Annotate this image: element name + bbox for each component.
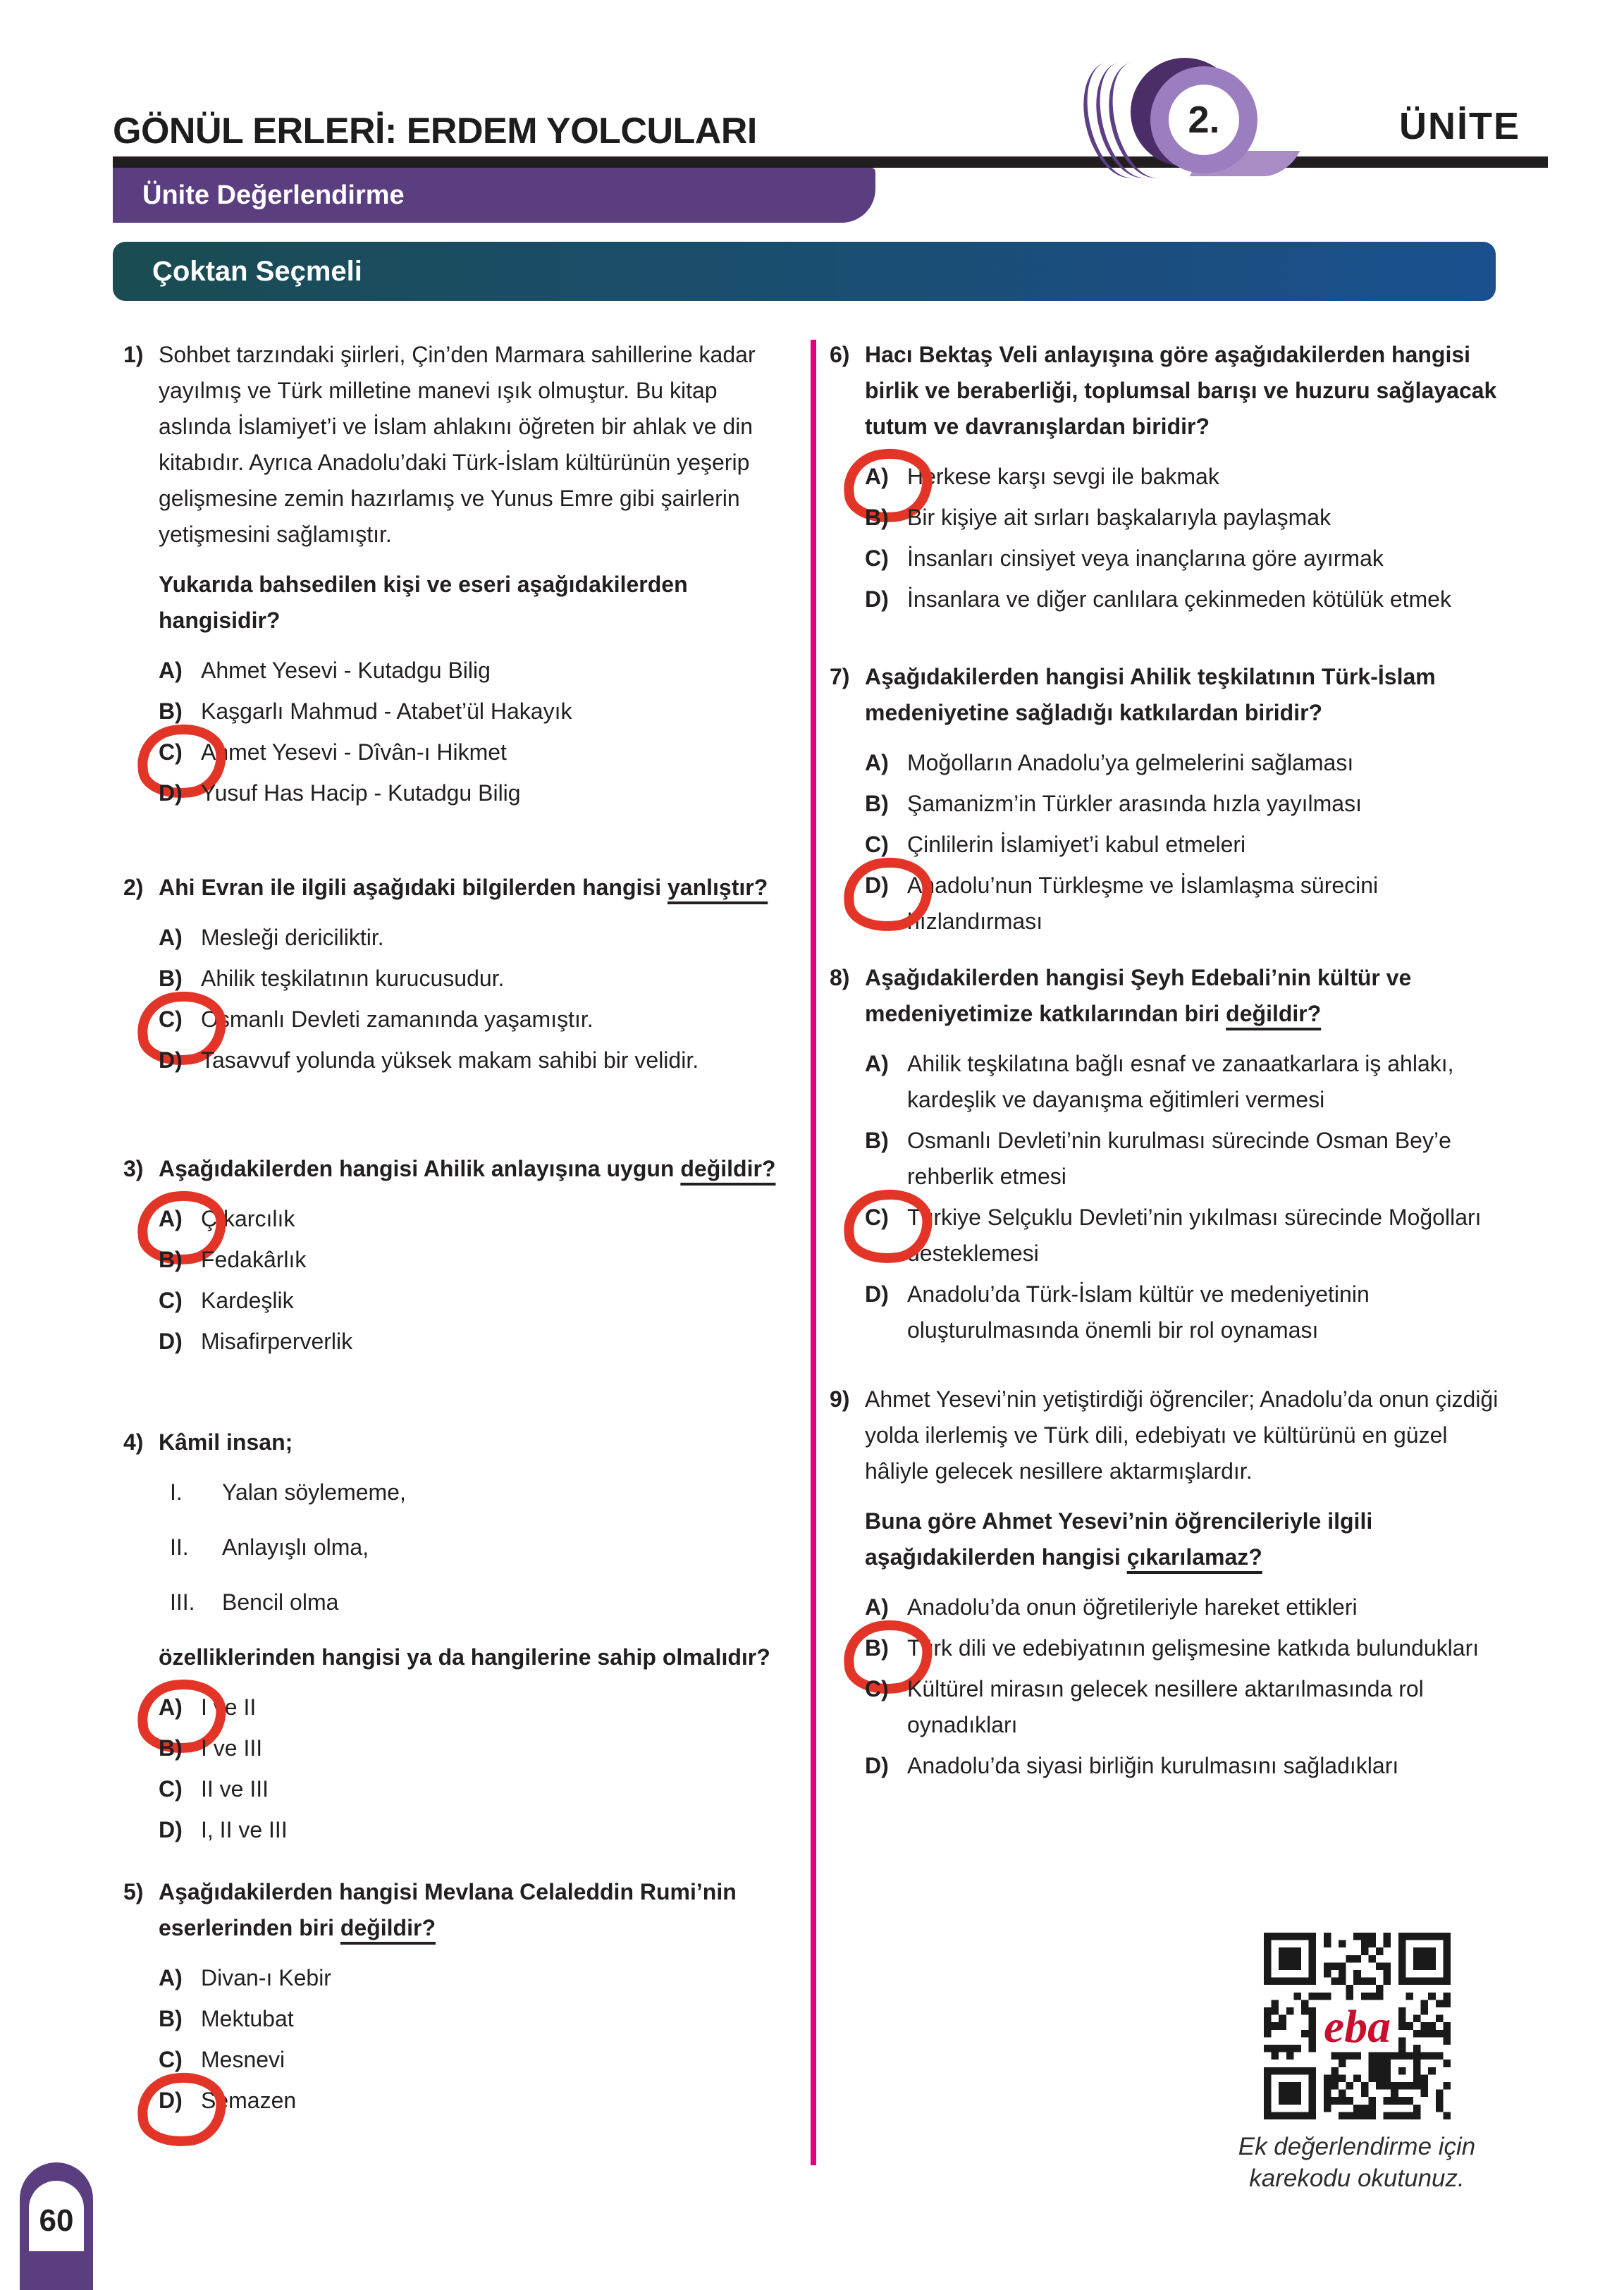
answer-option [865,1046,1499,1118]
answer-option [159,775,793,811]
option-text: I ve III [201,1735,263,1761]
list-item-text: Yalan söylememe, [222,1479,406,1505]
question-body [159,1424,793,1853]
question-stem-bold [865,337,1499,445]
text-segment: Kâmil insan; [159,1429,293,1455]
answer-option [159,1042,793,1078]
answer-options [159,653,793,811]
text-segment: Hacı Bektaş Veli anlayışına göre aşağıdakilerden hangisi birlik ve beraberliği, toplumsal barışı ve huzuru sağlayacak tutum ve davranışlardan biridir? [865,342,1497,439]
answer-option [865,786,1499,822]
list-item [170,1475,793,1510]
option-label: A) [159,1965,183,1990]
option-label: B) [865,791,889,816]
option-text: Divan-ı Kebir [201,1965,331,1990]
text-segment: Ahi Evran ile ilgili aşağıdaki bilgilerden hangisi [159,875,668,900]
option-label: B) [159,1735,183,1761]
option-label: C) [159,1007,183,1032]
question-block [123,1151,794,1365]
option-text: Tasavvuf yolunda yüksek makam sahibi bir velidir. [201,1047,699,1073]
answer-option [159,2083,793,2119]
text-segment: Buna göre Ahmet Yesevi’nin öğrencileriyle ilgili aşağıdakilerden hangisi [865,1508,1373,1570]
option-label: B) [159,1247,183,1272]
list-item-numeral: II. [170,1534,189,1560]
section-banner-purple-label: Ünite Değerlendirme [142,180,405,210]
underlined-word: değildir? [680,1156,776,1181]
header-rule-left [113,156,1238,168]
option-label: A) [865,750,889,775]
page-title: GÖNÜL ERLERİ: ERDEM YOLCULARI [113,111,757,152]
underlined-word: yanlıştır? [667,875,768,900]
option-label: C) [865,832,889,857]
roman-numeral-list [170,1475,793,1620]
option-text: Ahmet Yesevi - Kutadgu Bilig [201,658,491,683]
underlined-word: değildir? [340,1915,436,1940]
option-text: Anadolu’da siyasi birliğin kurulmasını sağladıkları [907,1753,1399,1778]
question-stem-bold [865,1503,1499,1575]
left-column [123,337,794,2124]
answer-option [865,1123,1499,1195]
answer-option [865,827,1499,863]
option-label: A) [159,658,183,683]
eba-logo: eba [1323,2000,1391,2052]
page-number-badge-inner [29,2181,84,2251]
answer-option [159,2001,793,2037]
option-label: C) [159,1776,183,1802]
answer-option [159,1960,793,1996]
answer-options [865,459,1499,617]
option-label: A) [159,925,183,950]
question-stem-bold [159,1151,793,1187]
option-text: İnsanlara ve diğer canlılara çekinmeden kötülük etmek [907,586,1451,612]
section-banner-blue [113,242,1496,301]
answer-options [159,1201,793,1360]
option-text: Anadolu’da Türk-İslam kültür ve medeniyetinin oluşturulmasında önemli bir rol oynaması [907,1281,1370,1343]
question-block [123,337,794,816]
answer-options [865,1046,1499,1348]
option-label: A) [159,1694,183,1720]
page-number-badge [20,2162,93,2290]
question-stem-bold [159,1424,793,1460]
question-number: 4) [123,1429,144,1455]
answer-option [865,1200,1499,1272]
option-label: D) [865,586,889,612]
list-item [170,1529,793,1565]
text-segment: Yukarıda bahsedilen kişi ve eseri aşağıdakilerden hangisidir? [159,572,688,633]
option-label: C) [865,1676,889,1701]
question-number: 5) [123,1879,144,1904]
option-text: İnsanları cinsiyet veya inançlarına göre ayırmak [907,546,1384,571]
qr-caption-line1: Ek değerlendirme için [1238,2133,1476,2160]
answer-option [865,1748,1499,1784]
answer-options [865,745,1499,940]
option-label: B) [865,1635,889,1661]
question-body [159,1874,793,2124]
answer-option [159,1771,793,1807]
unit-label: ÜNİTE [1399,105,1520,147]
option-text: Osmanlı Devleti’nin kurulması sürecinde Osman Bey’e rehberlik etmesi [907,1128,1451,1189]
answer-option [159,2042,793,2078]
option-text: Ahmet Yesevi - Dîvân-ı Hikmet [201,739,507,765]
option-text: Anadolu’nun Türkleşme ve İslamlaşma sürecini hızlandırması [907,873,1379,934]
answer-option [865,868,1499,940]
answer-option [159,920,793,956]
qr-block [1230,1933,1484,2194]
option-text: I, II ve III [201,1817,288,1842]
option-label: A) [865,1051,889,1076]
answer-option [159,1002,793,1038]
answer-option [159,1812,793,1848]
answer-option [159,653,793,689]
question-stem-bold [159,1639,793,1675]
question-body [865,1381,1499,1789]
text-segment: özelliklerinden hangisi ya da hangilerine sahip olmalıdır? [159,1644,770,1670]
question-body [865,337,1499,622]
text-segment: Aşağıdakilerden hangisi Ahilik anlayışına uygun [159,1156,681,1181]
section-banner-blue-label: Çoktan Seçmeli [152,255,362,287]
option-text: Kardeşlik [201,1288,294,1313]
list-item-numeral: III. [170,1589,195,1615]
option-label: D) [865,1281,889,1307]
answer-option [865,1589,1499,1625]
question-block [123,1874,794,2124]
option-text: I ve II [201,1694,257,1720]
question-stem-bold [865,659,1499,731]
question-stem-bold [159,870,793,906]
answer-options [865,1589,1499,1784]
column-divider [811,340,816,2165]
qr-caption-line2: karekodu okutunuz. [1249,2165,1465,2192]
option-label: A) [159,1206,183,1231]
unit-number: 2. [1169,85,1239,155]
text-segment: Aşağıdakilerden hangisi Ahilik teşkilatının Türk-İslam medeniyetine sağladığı katkılardan biridir? [865,664,1436,725]
question-body [159,870,793,1083]
option-text: Bir kişiye ait sırları başkalarıyla paylaşmak [907,505,1331,530]
header-rule-right [1270,156,1548,168]
question-stem-bold [159,1874,793,1946]
answer-option [865,500,1499,536]
question-number: 7) [830,664,850,689]
answer-option [865,1671,1499,1743]
option-label: D) [865,1753,889,1778]
option-text: Fedakârlık [201,1247,307,1272]
answer-option [159,1201,793,1237]
underlined-word: değildir? [1226,1001,1322,1026]
option-text: Misafirperverlik [201,1329,353,1354]
question-number: 6) [830,342,850,367]
option-text: Moğolların Anadolu’ya gelmelerini sağlaması [907,750,1354,775]
question-block [830,1381,1529,1789]
option-text: Şamanizm’in Türkler arasında hızla yayılması [907,791,1362,816]
option-text: Çinlilerin İslamiyet’i kabul etmeleri [907,832,1246,857]
option-label: A) [865,464,889,489]
option-text: II ve III [201,1776,269,1802]
answer-option [159,1689,793,1725]
answer-option [865,459,1499,495]
question-number: 8) [830,965,850,990]
option-label: D) [159,780,183,806]
question-block [830,960,1529,1353]
option-text: Semazen [201,2088,297,2113]
option-label: A) [865,1594,889,1620]
unit-number-swirl-graphic [1085,58,1290,188]
option-label: D) [865,873,889,898]
question-stem-bold [159,567,793,639]
right-column [830,337,1529,1789]
option-text: Ahilik teşkilatına bağlı esnaf ve zanaatkarlara iş ahlakı, kardeşlik ve dayanışma eğitimleri vermesi [907,1051,1454,1112]
text-segment: Aşağıdakilerden hangisi Mevlana Celaleddin Rumi’nin eserlerinden biri [159,1879,737,1940]
question-number: 3) [123,1156,144,1181]
question-block [830,337,1529,622]
answer-option [865,541,1499,577]
question-block [123,870,794,1083]
option-text: Ahilik teşkilatının kurucusudur. [201,966,505,991]
option-label: C) [159,2047,183,2072]
option-text: Türk dili ve edebiyatının gelişmesine katkıda bulundukları [907,1635,1480,1661]
question-number: 2) [123,875,144,900]
answer-option [159,734,793,770]
answer-options [159,1960,793,2119]
option-label: C) [159,739,183,765]
question-block [830,659,1529,944]
option-text: Yusuf Has Hacip - Kutadgu Bilig [201,780,521,806]
question-body [865,960,1499,1353]
text-segment: Aşağıdakilerden hangisi Şeyh Edebali’nin kültür ve medeniyetimize katkılarından biri [865,965,1412,1026]
answer-option [159,961,793,997]
option-text: Çıkarcılık [201,1206,295,1231]
option-label: B) [159,698,183,724]
option-text: Mesnevi [201,2047,285,2072]
page-number: 60 [39,2203,74,2238]
question-stem-bold [865,960,1499,1032]
answer-option [865,581,1499,617]
option-label: C) [865,546,889,571]
option-text: Herkese karşı sevgi ile bakmak [907,464,1219,489]
answer-option [865,745,1499,781]
answer-option [159,694,793,730]
underlined-word: çıkarılamaz? [1126,1544,1262,1570]
question-number: 9) [830,1386,850,1412]
option-text: Anadolu’da onun öğretileriyle hareket ettikleri [907,1594,1358,1620]
option-label: C) [159,1288,183,1313]
question-stem [865,1381,1499,1489]
answer-option [159,1324,793,1360]
option-label: D) [159,1047,183,1073]
question-number: 1) [123,342,144,367]
answer-option [865,1630,1499,1666]
option-label: D) [159,1817,183,1842]
list-item-numeral: I. [170,1479,183,1505]
qr-code [1264,1933,1451,2119]
option-text: Mektubat [201,2006,294,2031]
option-label: C) [865,1205,889,1230]
list-item-text: Bencil olma [222,1589,339,1615]
section-banner-purple [113,168,875,223]
text-segment: Ahmet Yesevi’nin yetiştirdiği öğrenciler; Anadolu’da onun çizdiği yolda ilerlemiş ve Türk dili, edebiyatı ve kültürünü en güzel hâliyle gelecek nesillere aktarmışlardır. [865,1386,1499,1484]
option-text: Kaşgarlı Mahmud - Atabet’ül Hakayık [201,698,572,724]
option-label: B) [159,2006,183,2031]
option-label: D) [159,2088,183,2113]
question-body [865,659,1499,944]
list-item [170,1584,793,1620]
option-label: B) [865,1128,889,1153]
answer-option [159,1242,793,1278]
answer-options [159,1689,793,1848]
question-stem [159,337,793,553]
question-block [123,1424,794,1853]
list-item-text: Anlayışlı olma, [222,1534,369,1560]
option-text: Osmanlı Devleti zamanında yaşamıştır. [201,1007,593,1032]
answer-option [159,1730,793,1766]
option-label: B) [159,966,183,991]
text-segment: Sohbet tarzındaki şiirleri, Çin’den Marmara sahillerine kadar yayılmış ve Türk milletine manevi ışık olmuştur. Bu kitap aslında İslamiyet’i ve İslam ahlakını öğreten bir ahlak ve din kitabıdır. Ayrıca Anadolu’daki Türk-İslam kültürünün yeşerip gelişmesine zemin hazırlamış ve Yunus Emre gibi şairlerin yetişmesini sağlamıştır. [159,342,756,547]
option-text: Mesleği dericiliktir. [201,925,384,950]
answer-options [159,920,793,1078]
option-label: B) [865,505,889,530]
answer-option [865,1276,1499,1348]
option-label: D) [159,1329,183,1354]
question-body [159,1151,793,1365]
option-text: Türkiye Selçuklu Devleti’nin yıkılması sürecinde Moğolları desteklemesi [907,1205,1482,1266]
answer-option [159,1283,793,1319]
option-text: Kültürel mirasın gelecek nesillere aktarılmasında rol oynadıkları [907,1676,1424,1737]
question-body [159,337,793,816]
